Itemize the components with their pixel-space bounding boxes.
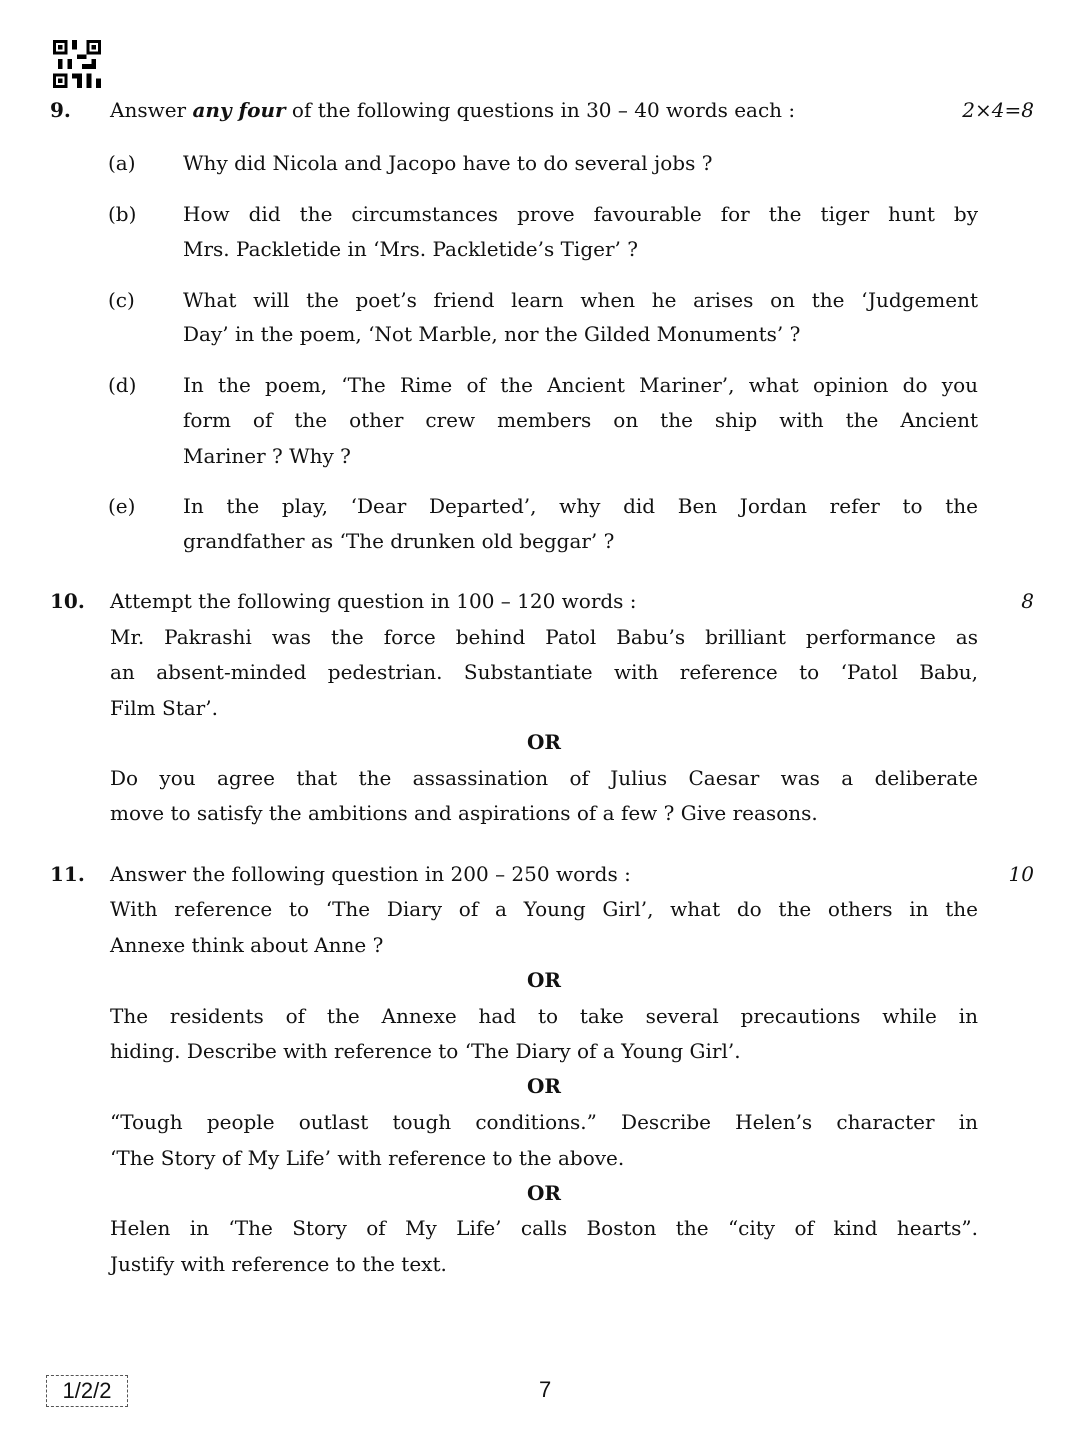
text-line: Mariner ? Why ? (183, 444, 351, 468)
text-line: Justify with reference to the text. (110, 1252, 447, 1276)
part-label: (b) (108, 202, 137, 226)
question-number: 9. (50, 98, 71, 122)
text-line: Day’ in the poem, ‘Not Marble, nor the Gilded Monuments’ ? (183, 322, 801, 346)
text-line: Mrs. Packletide in ‘Mrs. Packletide’s Tiger’ ? (183, 237, 638, 261)
or-divider: OR (526, 730, 562, 754)
text-line: The residents of the Annexe had to take several precautions while in (110, 1004, 978, 1028)
text-line: move to satisfy the ambitions and aspirations of a few ? Give reasons. (110, 801, 818, 825)
question-instruction: Attempt the following question in 100 – 120 words : (110, 589, 637, 613)
text-line: Annexe think about Anne ? (110, 933, 384, 957)
question-marks: 10 (1008, 862, 1034, 886)
text-line: With reference to ‘The Diary of a Young Girl’, what do the others in the (110, 897, 978, 921)
text-line: Helen in ‘The Story of My Life’ calls Boston the “city of kind hearts”. (110, 1216, 978, 1240)
text-line: grandfather as ‘The drunken old beggar’ ? (183, 529, 615, 553)
question-marks: 2×4=8 (962, 98, 1034, 122)
or-divider: OR (526, 1181, 562, 1205)
question-number: 10. (50, 589, 85, 613)
or-divider: OR (526, 968, 562, 992)
text-line: form of the other crew members on the ship with the Ancient (183, 408, 978, 432)
question-instruction: Answer the following question in 200 – 250 words : (110, 862, 631, 886)
instruction-text-em: any four (192, 98, 286, 122)
text-line: “Tough people outlast tough conditions.” Describe Helen’s character in (110, 1110, 978, 1134)
text-line: an absent-minded pedestrian. Substantiate with reference to ‘Patol Babu, (110, 660, 978, 684)
part-label: (c) (108, 288, 135, 312)
paper-code: 1/2/2 (46, 1375, 128, 1407)
text-line: What will the poet’s friend learn when he arises on the ‘Judgement (183, 288, 978, 312)
text-line: Mr. Pakrashi was the force behind Patol Babu’s brilliant performance as (110, 625, 978, 649)
page-number: 7 (539, 1377, 552, 1402)
instruction-text-pre: Answer (110, 98, 193, 122)
question-instruction (110, 93, 795, 128)
text-line: Film Star’. (110, 696, 218, 720)
part-label: (e) (108, 494, 136, 518)
text-line: In the poem, ‘The Rime of the Ancient Mariner’, what opinion do you (183, 373, 978, 397)
instruction-text-post: of the following questions in 30 – 40 words each : (285, 98, 796, 122)
text-line: ‘The Story of My Life’ with reference to the above. (110, 1146, 625, 1170)
question-number: 11. (50, 862, 85, 886)
part-label: (d) (108, 373, 137, 397)
text-line: How did the circumstances prove favourable for the tiger hunt by (183, 202, 978, 226)
part-label: (a) (108, 151, 136, 175)
question-marks: 8 (1021, 589, 1034, 613)
or-divider: OR (526, 1074, 562, 1098)
text-line: Do you agree that the assassination of Julius Caesar was a deliberate (110, 766, 978, 790)
qr-code-icon (52, 40, 102, 88)
text-line: hiding. Describe with reference to ‘The Diary of a Young Girl’. (110, 1039, 741, 1063)
text-line: In the play, ‘Dear Departed’, why did Ben Jordan refer to the (183, 494, 978, 518)
text-line: Why did Nicola and Jacopo have to do several jobs ? (183, 151, 713, 175)
